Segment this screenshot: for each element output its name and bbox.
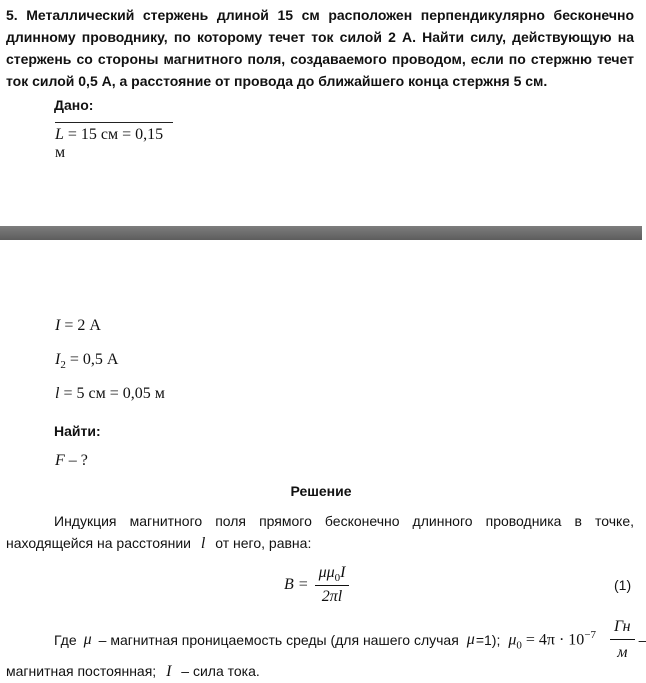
distance-expression: = 5 см = 0,05 м (63, 385, 165, 402)
where-mu-symbol: μ (83, 631, 92, 648)
where-text2: =1); (475, 632, 501, 648)
current2-subscript: 2 (60, 359, 66, 372)
where-line2-text-a: магнитная постоянная; (6, 663, 157, 679)
formula-1-number: (1) (614, 577, 632, 593)
current-symbol: I (55, 317, 61, 334)
where-current-symbol: I (166, 663, 172, 680)
where-lead: Где (54, 632, 77, 648)
length-expression: = 15 см = 0,15 м (55, 126, 164, 161)
where-line2 (6, 660, 260, 683)
mu0-unit-fraction (610, 616, 635, 664)
mu0-expression: = 4π · 10 (525, 631, 585, 649)
current2-expression: = 0,5 А (69, 351, 119, 368)
intro-distance-symbol: l (200, 535, 206, 552)
where-text1: – магнитная проницаемость среды (для нашего случая (98, 632, 459, 648)
intro-text-a: находящейся на расстоянии (6, 535, 192, 551)
formula-1-mu-sub: 0 (334, 572, 341, 585)
formula-1-fraction (315, 564, 350, 606)
current2-symbol: I (55, 351, 61, 368)
mu0-unit-numerator: Гн (610, 616, 635, 640)
where-line2-text-b: – сила тока. (181, 663, 260, 679)
solution-intro-line1: Индукция магнитного поля прямого бесконечно длинного проводника в точке, (54, 513, 634, 529)
page-separator-band (0, 226, 642, 240)
solution-intro-line2 (6, 532, 311, 555)
force-expression: – ? (68, 452, 88, 469)
where-dash: – (638, 632, 646, 648)
formula-1-denominator: 2πl (321, 588, 343, 606)
distance-symbol: l (55, 385, 60, 402)
mu0-exponent: −7 (584, 628, 597, 641)
formula-1-numerator (315, 564, 350, 586)
problem-statement: 5. Металлический стержень длиной 15 см расположен перпендикулярно бесконечно длинному проводнику, по которому течет ток силой 2 А. Найти силу, действующую на стержень со стороны магнитного поля, создаваемого проводом, если по стержню течет ток силой 0,5 А, а расстояние от провода до ближайшего конца стержня 5 см. (6, 7, 634, 89)
mu0-unit-denominator: м (617, 644, 628, 661)
formula-1-lhs: B = (284, 576, 309, 593)
force-symbol: F (55, 452, 65, 469)
given-current-formula (55, 317, 101, 335)
mu0-formula (508, 624, 596, 657)
solution-heading: Решение (290, 483, 352, 499)
given-length-formula (55, 122, 173, 162)
where-mu2-symbol: μ (466, 631, 475, 648)
current-expression: = 2 А (64, 317, 101, 334)
where-line (54, 618, 646, 662)
find-heading: Найти: (54, 423, 101, 439)
given-heading: Дано: (54, 97, 94, 113)
mu0-symbol: μ (508, 631, 517, 649)
formula-1-mu: μμ (318, 563, 335, 581)
given-distance-formula (55, 385, 165, 403)
mu0-subscript: 0 (516, 639, 522, 652)
formula-1 (284, 563, 349, 607)
formula-1-current: I (340, 563, 346, 581)
intro-text-b: от него, равна: (215, 535, 312, 551)
find-force-formula (55, 452, 88, 470)
given-current2-formula (55, 351, 118, 371)
length-symbol: L (55, 126, 64, 143)
